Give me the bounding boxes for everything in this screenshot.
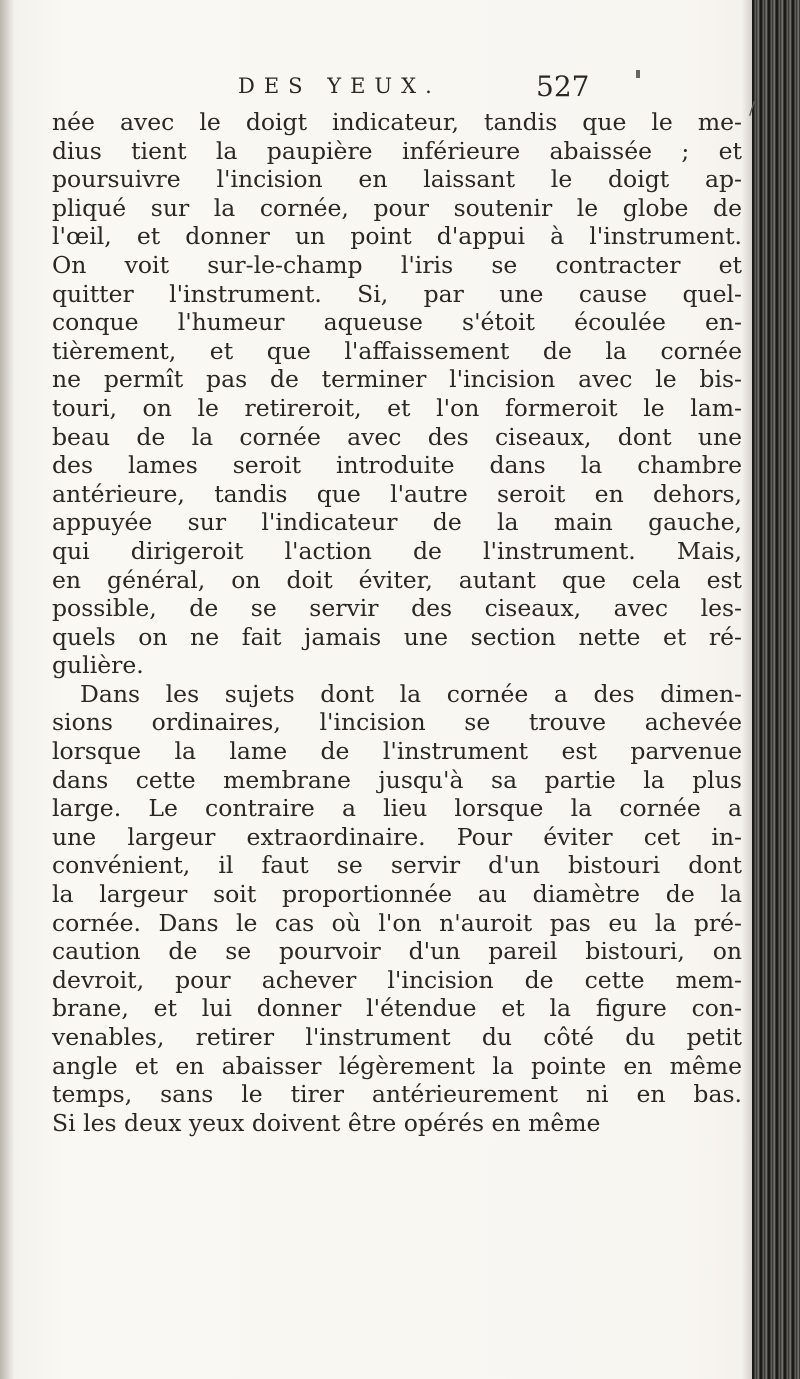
- text-line: quels on ne fait jamais une section nette et ré-: [52, 622, 742, 651]
- text-line: l'œil, et donner un point d'appui à l'instrument.: [52, 222, 742, 251]
- body-text: [52, 108, 742, 1137]
- text-line: dius tient la paupière inférieure abaissée ; et: [52, 136, 742, 165]
- paragraph: [52, 680, 742, 1138]
- text-line: Dans les sujets dont la cornée a des dimen-: [80, 679, 742, 708]
- text-line: poursuivre l'incision en laissant le doigt ap-: [52, 165, 742, 194]
- text-line: en général, on doit éviter, autant que cela est: [52, 565, 742, 594]
- text-line: touri, on le retireroit, et l'on formeroit le lam-: [52, 393, 742, 422]
- print-mark: [636, 70, 640, 78]
- page-number: 527: [536, 70, 590, 103]
- text-line: une largeur extraordinaire. Pour éviter cet in-: [52, 822, 742, 851]
- text-line: caution de se pourvoir d'un pareil bistouri, on: [52, 937, 742, 966]
- text-line: brane, et lui donner l'étendue et la figure con-: [52, 994, 742, 1023]
- text-line: quitter l'instrument. Si, par une cause quel-: [52, 279, 742, 308]
- text-line: temps, sans le tirer antérieurement ni en bas.: [52, 1080, 742, 1109]
- text-line: angle et en abaisser légèrement la pointe en même: [52, 1051, 742, 1080]
- page-left-edge: [0, 0, 14, 1379]
- text-line: beau de la cornée avec des ciseaux, dont une: [52, 422, 742, 451]
- paragraph: [52, 108, 742, 680]
- text-line: pliqué sur la cornée, pour soutenir le globe de: [52, 193, 742, 222]
- text-line: Si les deux yeux doivent être opérés en même: [52, 1108, 601, 1137]
- text-line: cornée. Dans le cas où l'on n'auroit pas eu la pré-: [52, 908, 742, 937]
- text-line: des lames seroit introduite dans la chambre: [52, 451, 742, 480]
- running-head-title: DES YEUX.: [238, 74, 441, 98]
- text-line: ne permît pas de terminer l'incision avec le bis-: [52, 365, 742, 394]
- text-line: large. Le contraire a lieu lorsque la cornée a: [52, 794, 742, 823]
- text-line: sions ordinaires, l'incision se trouve achevée: [52, 708, 742, 737]
- text-line: convénient, il faut se servir d'un bistouri dont: [52, 851, 742, 880]
- text-line: appuyée sur l'indicateur de la main gauche,: [52, 508, 742, 537]
- book-binding: [752, 0, 800, 1379]
- margin-mark: /: [749, 98, 756, 119]
- text-line: antérieure, tandis que l'autre seroit en dehors,: [52, 479, 742, 508]
- text-line: tièrement, et que l'affaissement de la cornée: [52, 336, 742, 365]
- text-line: dans cette membrane jusqu'à sa partie la plus: [52, 765, 742, 794]
- text-line: possible, de se servir des ciseaux, avec les-: [52, 594, 742, 623]
- text-line: devroit, pour achever l'incision de cette mem-: [52, 965, 742, 994]
- text-line: gulière.: [52, 651, 144, 680]
- text-line: qui dirigeroit l'action de l'instrument. Mais,: [52, 536, 742, 565]
- text-line: lorsque la lame de l'instrument est parvenue: [52, 737, 742, 766]
- text-line: née avec le doigt indicateur, tandis que le me-: [52, 108, 742, 136]
- running-head: [0, 70, 760, 110]
- page-gutter: [742, 0, 752, 1379]
- text-line: la largeur soit proportionnée au diamètre de la: [52, 880, 742, 909]
- text-line: On voit sur-le-champ l'iris se contracter et: [52, 250, 742, 279]
- text-line: venables, retirer l'instrument du côté du petit: [52, 1023, 742, 1051]
- text-line: conque l'humeur aqueuse s'étoit écoulée en-: [52, 308, 742, 337]
